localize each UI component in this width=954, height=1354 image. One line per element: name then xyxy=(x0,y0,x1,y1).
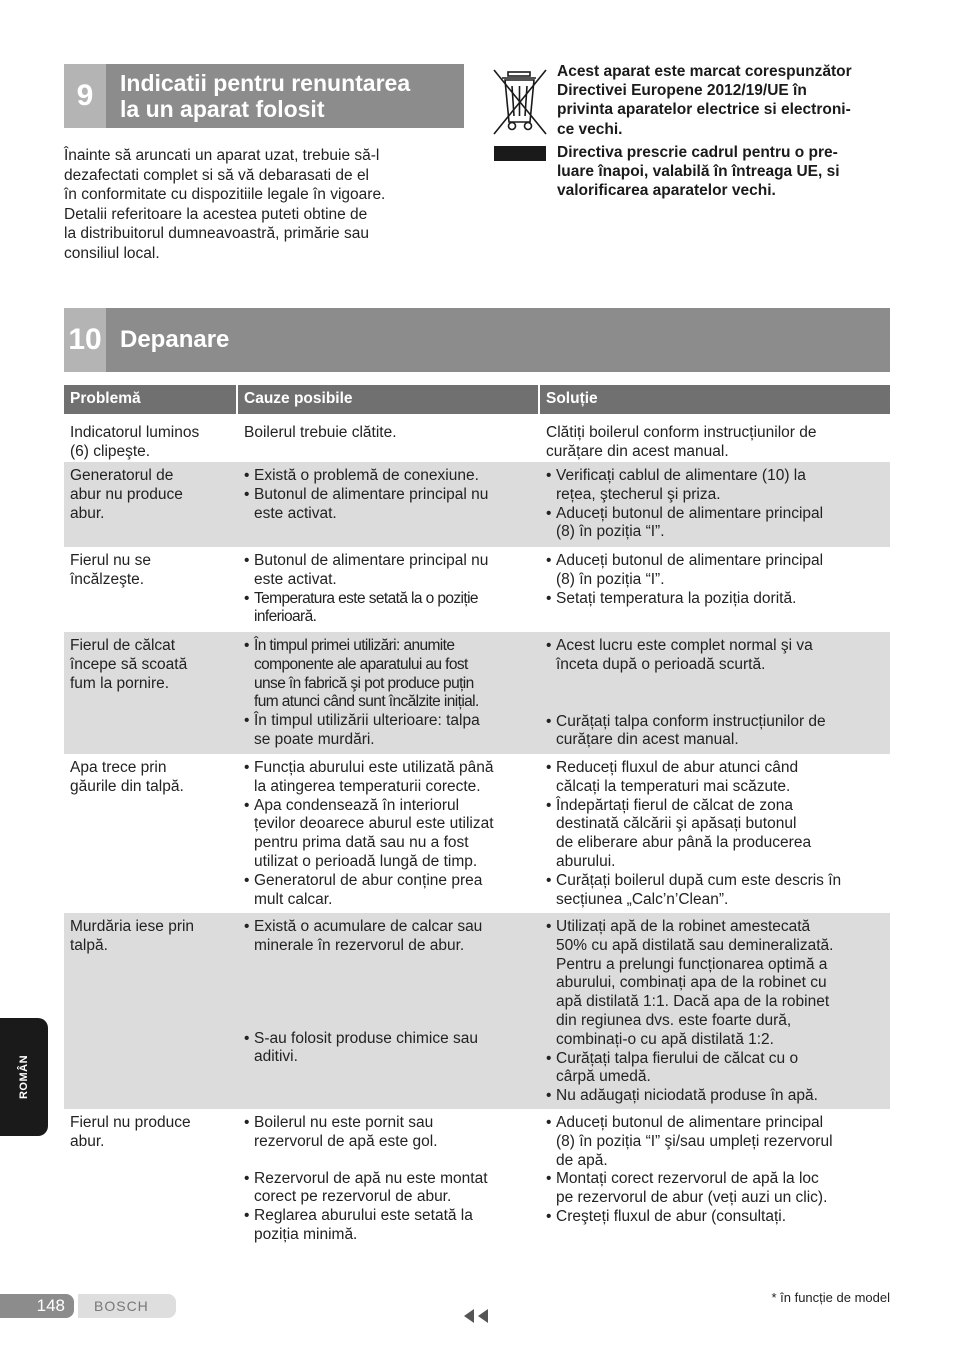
bullet-item xyxy=(244,872,534,910)
text-line: este activat. xyxy=(254,504,337,522)
column-header-causes: Cauze posibile xyxy=(238,385,538,414)
text-line: găurile din talpă. xyxy=(70,777,184,795)
weee-bar xyxy=(494,146,546,161)
bullet-item xyxy=(244,918,534,956)
table-row xyxy=(64,462,890,547)
text-line: la distribuitorul dumneavoastră, primărie sau xyxy=(64,225,369,242)
bullet-item xyxy=(546,713,886,751)
text-line: aburului. xyxy=(556,852,616,870)
solution-cell xyxy=(540,424,890,462)
problem-cell xyxy=(64,637,236,754)
text-line: Înainte să aruncati un aparat uzat, trebuie să-l xyxy=(64,147,380,164)
text-line: (8) în poziția “I”. xyxy=(556,570,665,588)
problem-cell xyxy=(64,467,236,547)
text-line: • Acest lucru este complet normal şi va xyxy=(556,637,813,654)
bullet-item xyxy=(546,1170,886,1208)
problem-cell xyxy=(64,552,236,632)
crossed-out-wheelie-bin-icon xyxy=(490,66,550,138)
table-row xyxy=(64,632,890,754)
text-line: • În timpul utilizării ulterioare: talpa xyxy=(254,712,480,730)
text-line: este activat. xyxy=(254,570,337,588)
text-line: valorificarea aparatelor vechi. xyxy=(557,182,776,200)
text-line: secțiunea „Calc’n’Clean”. xyxy=(556,890,729,908)
bullet-item xyxy=(244,486,534,524)
text-line: Boilerul trebuie clătite. xyxy=(244,424,397,441)
text-line: • S-au folosit produse chimice sau xyxy=(254,1029,479,1047)
bullet-item xyxy=(244,1207,534,1245)
language-label: ROMÂN xyxy=(18,1054,30,1100)
causes-cell xyxy=(238,637,538,754)
text-line: • Butonul de alimentare principal nu xyxy=(254,485,489,503)
table-row xyxy=(64,913,890,1109)
section-10-header xyxy=(64,308,890,372)
problem-cell xyxy=(64,759,236,913)
text-line: • Îndepărtați fierul de călcat de zona xyxy=(556,796,793,814)
text-line: la atingerea temperaturii corecte. xyxy=(254,777,481,795)
column-header-problem: Problemă xyxy=(64,385,236,414)
text-line: • Aduceți butonul de alimentare principal xyxy=(556,504,824,522)
text-line: în conformitate cu dispozitiile legale în vigoare. xyxy=(64,186,386,203)
causes-cell xyxy=(238,552,538,632)
bullet-item xyxy=(244,1114,534,1152)
text-line: mult calcar. xyxy=(254,890,333,908)
bullet-item xyxy=(546,637,886,675)
text-line: poziția minimă. xyxy=(254,1225,358,1243)
page-number: 148 xyxy=(0,1294,74,1318)
solution-cell xyxy=(540,467,890,547)
footnote: * în funcție de model xyxy=(771,1290,890,1305)
text-line: • Temperatura este setată la o poziție xyxy=(254,589,478,607)
bullet-item xyxy=(244,759,534,797)
solution-cell xyxy=(540,918,890,1109)
text-line: • Reduceți fluxul de abur atunci când xyxy=(556,759,799,776)
text-line: abur nu produce xyxy=(70,485,183,503)
text-line: • Aduceți butonul de alimentare principal xyxy=(556,552,824,569)
table-row xyxy=(64,547,890,632)
text-line: • Există o acumulare de calcar sau xyxy=(254,918,483,935)
text-line: • Boilerul nu este pornit sau xyxy=(254,1114,434,1131)
text-line: fum la pornire. xyxy=(70,674,170,692)
text-line: Acest aparat este marcat corespunzător xyxy=(557,63,852,80)
text-line: Fierul de călcat xyxy=(70,637,176,654)
bullet-item xyxy=(546,1208,886,1227)
text-line: pentru prima dată sau nu a fost xyxy=(254,834,469,852)
text-line: pe rezervorul de abur (veți auzi un clic). xyxy=(556,1189,828,1207)
text-line: de eliberare abur până la producerea xyxy=(556,834,812,852)
text-line: Fierul nu se xyxy=(70,552,151,569)
bullet-item xyxy=(546,590,886,609)
text-line: rețea, ştecherul şi priza. xyxy=(556,485,721,503)
text-line: talpă. xyxy=(70,936,108,954)
troubleshooting-table xyxy=(64,385,890,1259)
text-line: • Apa condensează în interiorul xyxy=(254,796,460,814)
text-line: • Curățați boilerul după cum este descris în xyxy=(556,871,842,889)
text-line: • Utilizați apă de la robinet amestecată xyxy=(556,918,811,935)
causes-cell xyxy=(238,1114,538,1259)
disposal-paragraph xyxy=(64,146,454,263)
text-item xyxy=(546,424,886,462)
text-line: dezafectati complet si să vă debarasati de el xyxy=(64,166,370,184)
solution-cell xyxy=(540,1114,890,1259)
text-line: Clătiți boilerul conform instrucțiunilor de xyxy=(546,424,817,441)
text-line: abur. xyxy=(70,1132,105,1150)
text-line: abur. xyxy=(70,504,105,522)
text-line: • Creşteți fluxul de abur (consultați. xyxy=(556,1207,787,1225)
bullet-item xyxy=(546,467,886,505)
section-title-line: la un aparat folosit xyxy=(120,96,325,122)
text-line: componente ale aparatului au fost xyxy=(254,655,468,673)
bullet-item xyxy=(546,797,886,872)
text-line: Pentru a prelungi funcționarea optimă a xyxy=(556,955,828,973)
bullet-item xyxy=(244,797,534,872)
text-line: ce vechi. xyxy=(557,120,623,138)
text-line: unse în fabrică şi pot produce puțin xyxy=(254,674,474,692)
bullet-item xyxy=(244,1170,534,1208)
bullet-item xyxy=(244,590,534,628)
bullet-item xyxy=(546,505,886,543)
text-line: Directivei Europene 2012/19/UE în xyxy=(557,82,807,100)
text-line: • Reglarea aburului este setată la xyxy=(254,1207,473,1225)
bullet-item xyxy=(546,552,886,590)
text-line: încălzeşte. xyxy=(70,570,145,588)
table-body xyxy=(64,414,890,1259)
bullet-item xyxy=(546,1114,886,1170)
double-left-arrow-icon[interactable] xyxy=(462,1308,490,1324)
text-line: • Setați temperatura la poziția dorită. xyxy=(556,589,797,607)
bullet-item xyxy=(244,637,534,712)
text-line: • Curățați talpa conform instrucțiunilor de xyxy=(556,712,826,730)
bullet-item xyxy=(546,759,886,797)
bullet-item xyxy=(546,872,886,910)
column-header-solution: Soluție xyxy=(540,385,890,414)
table-row xyxy=(64,1109,890,1259)
text-line: • Rezervorul de apă nu este montat xyxy=(254,1169,488,1187)
text-line: • Aduceți butonul de alimentare principal xyxy=(556,1114,824,1131)
text-line: • Montați corect rezervorul de apă la loc xyxy=(556,1170,819,1188)
text-line: curățare din acest manual. xyxy=(546,442,729,460)
bullet-item xyxy=(244,552,534,590)
problem-cell xyxy=(64,918,236,1109)
table-header xyxy=(64,385,890,414)
text-line: combinați-o cu apă distilată 1:2. xyxy=(556,1030,774,1048)
bullet-item xyxy=(244,467,534,486)
section-number: 9 xyxy=(64,64,106,128)
solution-cell xyxy=(540,637,890,754)
text-line: • Curățați talpa fierului de călcat cu o xyxy=(556,1049,799,1067)
causes-cell xyxy=(238,918,538,1109)
text-line: Detalii referitoare la acestea puteti obtine de xyxy=(64,205,368,223)
text-line: privinta aparatelor electrice si electroni- xyxy=(557,101,851,119)
text-line: Fierul nu produce xyxy=(70,1114,191,1131)
section-9-header xyxy=(64,64,464,128)
text-line: curățare din acest manual. xyxy=(556,731,739,749)
text-line: Indicatorul luminos xyxy=(70,424,200,441)
causes-cell xyxy=(238,424,538,462)
text-line: se poate murdări. xyxy=(254,730,375,748)
text-line: rezervorul de apă este gol. xyxy=(254,1132,438,1150)
language-tab xyxy=(0,1018,48,1136)
text-line: din regiunea dvs. este foarte dură, xyxy=(556,1011,792,1029)
text-line: • Funcția aburului este utilizată până xyxy=(254,759,494,776)
table-row xyxy=(64,754,890,913)
section-title-line: Indicatii pentru renuntarea xyxy=(120,70,411,96)
table-row xyxy=(64,414,890,462)
text-line: Apa trece prin xyxy=(70,759,167,776)
section-title: Depanare xyxy=(120,326,230,353)
text-line: consiliul local. xyxy=(64,244,160,262)
bullet-item xyxy=(546,918,886,1050)
text-line: • Verificați cablul de alimentare (10) la xyxy=(556,467,806,484)
text-line: începe să scoată xyxy=(70,655,188,673)
text-line: utilizat o perioadă lungă de timp. xyxy=(254,852,478,870)
text-line: Murdăria iese prin xyxy=(70,918,195,935)
text-line: călcați la temperaturi mai scăzute. xyxy=(556,777,791,795)
bullet-item xyxy=(546,1087,886,1106)
text-item xyxy=(244,424,534,443)
text-line: aburului, combinați apa de la robinet cu xyxy=(556,974,827,992)
text-line: • În timpul primei utilizări: anumite xyxy=(254,637,455,654)
text-line: destinată călcării şi apăsați butonul xyxy=(556,815,797,833)
text-line: inferioară. xyxy=(254,608,317,626)
problem-cell xyxy=(64,1114,236,1259)
section-title xyxy=(106,64,410,128)
causes-cell xyxy=(238,467,538,547)
causes-cell xyxy=(238,759,538,913)
text-line: • Butonul de alimentare principal nu xyxy=(254,552,489,569)
brand-label: BOSCH xyxy=(78,1294,176,1318)
text-line: înceta după o perioadă scurtă. xyxy=(556,655,766,673)
text-line: corect pe rezervorul de abur. xyxy=(254,1188,452,1206)
text-line: Directiva prescrie cadrul pentru o pre- xyxy=(557,143,838,161)
section-number: 10 xyxy=(64,308,106,372)
text-line: • Există o problemă de conexiune. xyxy=(254,467,479,484)
text-line: aditivi. xyxy=(254,1048,298,1066)
weee-paragraph xyxy=(557,62,897,139)
solution-cell xyxy=(540,759,890,913)
text-line: de apă. xyxy=(556,1151,608,1169)
text-line: • Nu adăugați niciodată produse în apă. xyxy=(556,1087,818,1105)
solution-cell xyxy=(540,552,890,632)
text-line: minerale în rezervorul de abur. xyxy=(254,936,465,954)
text-line: cârpă umedă. xyxy=(556,1068,651,1086)
text-line: luare înapoi, valabilă în întreaga UE, si xyxy=(557,163,840,181)
text-line: Generatorul de xyxy=(70,467,174,484)
text-line: țevilor deoarece aburul este utilizat xyxy=(254,815,494,833)
problem-cell xyxy=(64,424,236,462)
text-line: apă distilată 1:1. Dacă apa de la robinet xyxy=(556,993,830,1011)
bullet-item xyxy=(546,1050,886,1088)
bullet-item xyxy=(244,1030,534,1068)
text-line: • Generatorul de abur conține prea xyxy=(254,871,483,889)
bullet-item xyxy=(244,712,534,750)
text-line: (8) în poziția “I”. xyxy=(556,523,665,541)
text-line: 50% cu apă distilată sau demineralizată. xyxy=(556,936,834,954)
weee-paragraph xyxy=(557,143,897,201)
text-line: (6) clipeşte. xyxy=(70,442,151,460)
weee-notice xyxy=(557,62,897,204)
text-line: fum atunci când sunt încălzite inițial. xyxy=(254,693,479,711)
text-line: (8) în poziția “I” şi/sau umpleți rezervorul xyxy=(556,1132,833,1150)
